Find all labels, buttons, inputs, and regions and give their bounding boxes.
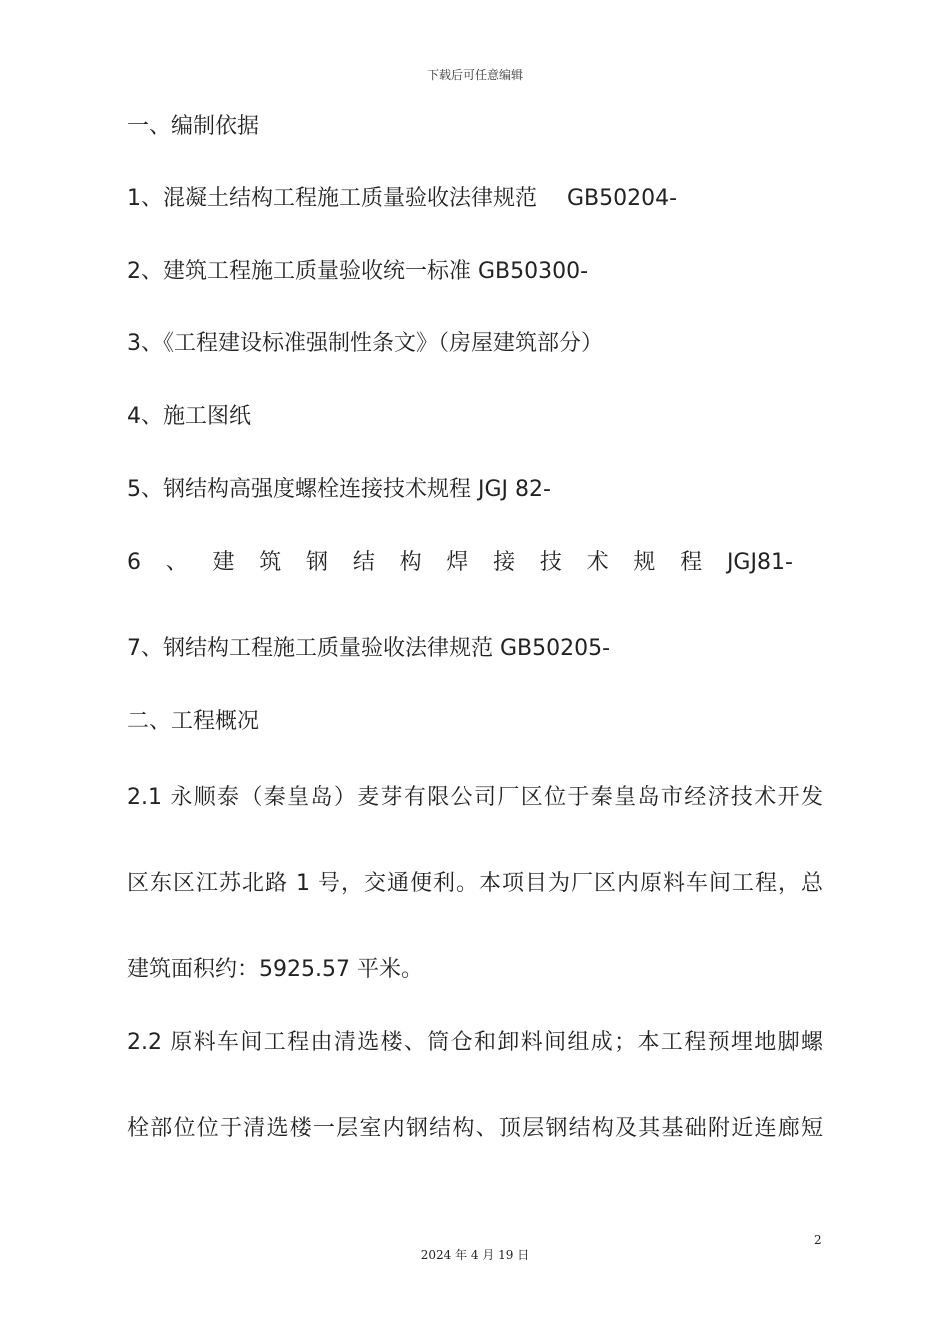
basis-item-5: 5、钢结构高强度螺栓连接技术规程 JGJ 82- [127, 477, 551, 502]
basis-item-6-char: 6 [127, 550, 141, 575]
basis-item-1 [127, 184, 677, 214]
overview-para1-line3: 建筑面积约：5925.57 平米。 [127, 957, 423, 982]
basis-item-7: 7、钢结构工程施工质量验收法律规范 GB50205- [127, 636, 611, 661]
basis-item-6-char: 结 [352, 550, 375, 575]
basis-item-6-char: 钢 [306, 550, 329, 575]
basis-item-6-char: 建 [212, 550, 235, 575]
basis-item-3: 3、《工程建设标准强制性条文》（房屋建筑部分） [127, 331, 603, 356]
section-title-basis: 一、编制依据 [127, 114, 260, 139]
basis-item-6-char: 焊 [446, 550, 469, 575]
page-number: 2 [814, 1233, 822, 1247]
overview-para2-line1: 2.2 原料车间工程由清选楼、筒仓和卸料间组成；本工程预埋地脚螺 [127, 1030, 823, 1055]
basis-item-2: 2、建筑工程施工质量验收统一标准 GB50300- [127, 259, 589, 284]
basis-item-1-code: GB50204- [567, 186, 678, 211]
basis-item-6-char: 接 [493, 550, 516, 575]
basis-item-4: 4、施工图纸 [127, 404, 251, 429]
basis-item-6-char: 规 [633, 550, 656, 575]
overview-para1-line1: 2.1 永顺泰（秦皇岛）麦芽有限公司厂区位于秦皇岛市经济技术开发 [127, 785, 823, 810]
basis-item-6-char: 筑 [259, 550, 282, 575]
basis-item-6-char: 、 [165, 550, 188, 575]
basis-item-6-code: JGJ81- [726, 550, 793, 575]
overview-para1-line2: 区东区江苏北路 1 号，交通便利。本项目为厂区内原料车间工程，总 [127, 871, 823, 896]
basis-item-6-char: 构 [399, 550, 422, 575]
page-header: 下载后可任意编辑 [426, 68, 523, 82]
basis-item-6 [127, 548, 793, 578]
basis-item-6-char: 术 [586, 550, 609, 575]
basis-item-6-char: 程 [680, 550, 703, 575]
section-title-overview: 二、工程概况 [127, 709, 260, 734]
basis-item-1-text: 1、混凝土结构工程施工质量验收法律规范 [127, 186, 537, 211]
page-footer-date: 2024 年 4 月 19 日 [420, 1248, 530, 1262]
basis-item-6-char: 技 [539, 550, 562, 575]
overview-para2-line2: 栓部位位于清选楼一层室内钢结构、顶层钢结构及其基础附近连廊短 [127, 1116, 823, 1141]
